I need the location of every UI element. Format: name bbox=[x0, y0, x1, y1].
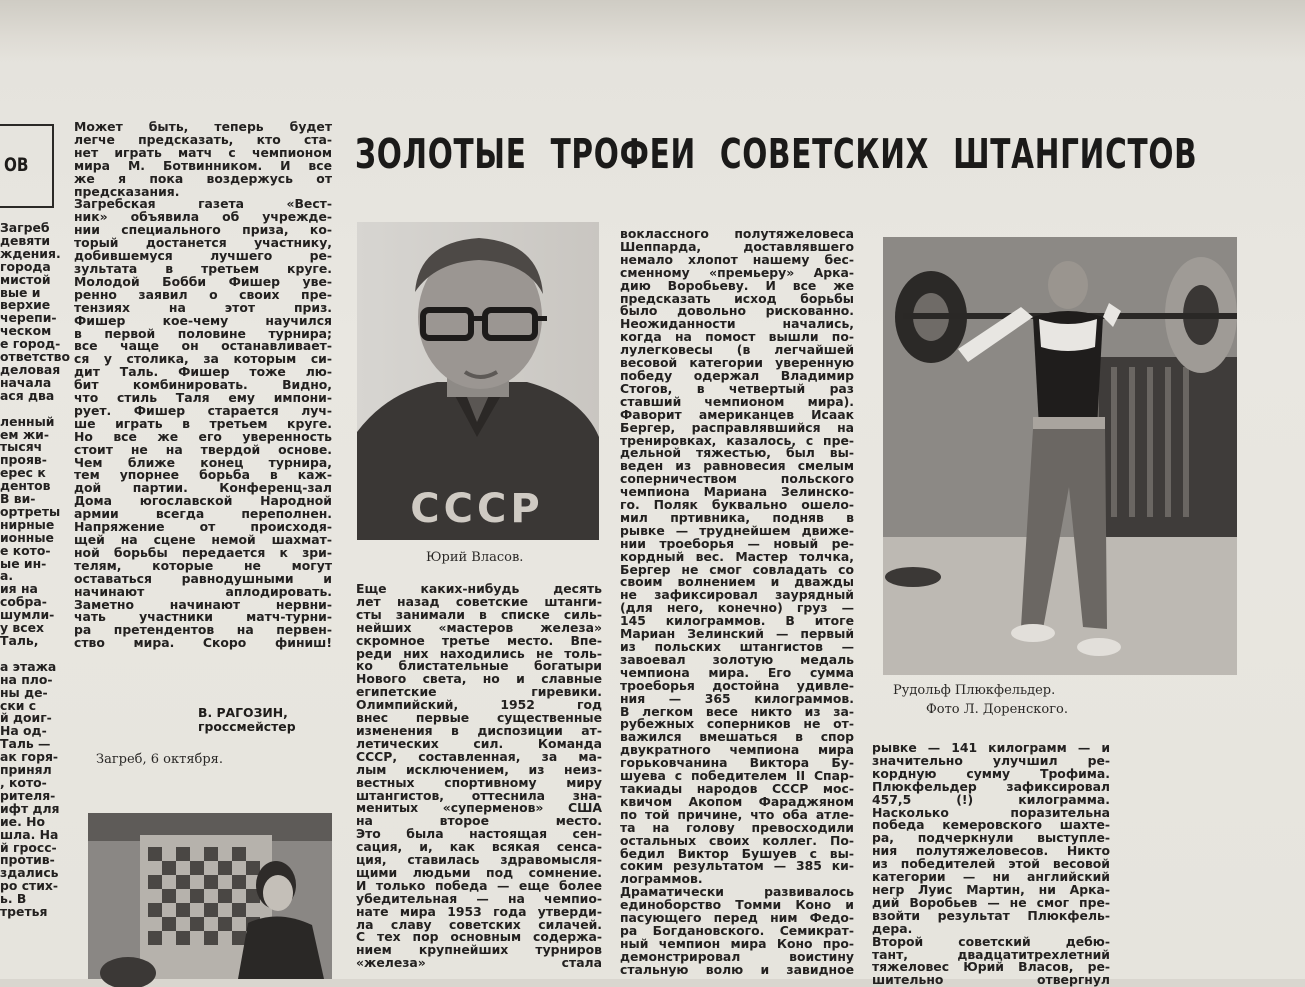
text-line: скромное третье место. Впе- bbox=[356, 632, 602, 648]
text-line: собра- bbox=[0, 594, 47, 610]
text-line: 457,5 (!) килограмма. bbox=[872, 791, 1110, 807]
headline: ЗОЛОТЫЕ ТРОФЕИ СОВЕТСКИХ ШТАНГИСТОВ bbox=[355, 130, 1198, 178]
text-line: торый достанется участнику, bbox=[74, 235, 332, 251]
text-line: Может быть, теперь будет bbox=[74, 119, 332, 134]
text-line: кордный вес. Мастер толчка, bbox=[620, 548, 854, 564]
text-line: что стиль Таля ему импони- bbox=[74, 390, 332, 406]
text-line: а этажа bbox=[0, 658, 57, 674]
text-line: сация, и, как всякая сенса- bbox=[356, 839, 602, 855]
text-line: взойти результат Плюкфель- bbox=[872, 907, 1110, 923]
heading-box-text: ОВ bbox=[4, 154, 29, 176]
text-line: демонстрировал воистину bbox=[620, 948, 854, 964]
text-line: ной борьбы передается к зри- bbox=[74, 544, 332, 560]
text-line: прояв- bbox=[0, 452, 47, 468]
text-line: тысяч bbox=[0, 439, 43, 455]
text-line: дера. bbox=[872, 920, 913, 936]
text-line: по той причине, что оба атле- bbox=[620, 806, 854, 822]
text-line: немало хлопот нашему бес- bbox=[620, 251, 854, 267]
text-line: все чаще он останавливает- bbox=[74, 338, 332, 354]
text-line: Фаворит американцев Исаак bbox=[620, 406, 854, 422]
text-line: дой партии. Конференц-зал bbox=[74, 480, 332, 496]
page-shadow bbox=[0, 0, 1305, 62]
text-line: добившемуся лучшего ре- bbox=[74, 248, 332, 264]
text-line: дентов bbox=[0, 478, 51, 494]
vlasov-caption: Юрий Власов. bbox=[426, 550, 524, 565]
text-line: мил пртивника, подняв в bbox=[620, 509, 854, 525]
text-line: дельной тяжестью, был вы- bbox=[620, 445, 854, 461]
text-line: не зафиксировал заурядный bbox=[620, 587, 854, 603]
text-line: ник» объявила об учрежде- bbox=[74, 209, 332, 225]
text-line: щими людьми под сомнение. bbox=[356, 864, 602, 880]
text-line: ция, ставилась здравомысля- bbox=[356, 852, 602, 868]
vlasov-portrait-image bbox=[357, 222, 599, 540]
text-line: , кото- bbox=[0, 774, 47, 790]
text-line: пасующего перед ним Федо- bbox=[620, 910, 854, 926]
text-line: соперничеством польского bbox=[620, 471, 854, 487]
text-line: третья bbox=[0, 904, 48, 920]
text-line: щей на сцене немой шахмат- bbox=[74, 532, 332, 547]
text-line: бит комбинировать. Видно, bbox=[74, 377, 332, 393]
left-edge-column bbox=[0, 220, 70, 979]
text-line: города bbox=[0, 258, 51, 274]
text-line: Загреб bbox=[0, 220, 50, 235]
text-line: го. Поляк буквально ошело- bbox=[620, 497, 854, 513]
text-line: ждения. bbox=[0, 245, 61, 261]
text-line: лулегковесы (в легчайшей bbox=[620, 342, 854, 358]
text-line: зультата в третьем круге. bbox=[74, 260, 332, 276]
text-line: ра Богдановского. Семикрат- bbox=[620, 922, 854, 938]
text-line: своим волнением и дважды bbox=[620, 574, 854, 590]
text-line: тем упорнее борьба в каж- bbox=[74, 467, 332, 483]
text-line: категории — ни английский bbox=[872, 869, 1110, 885]
text-line: чать участники матч-турни- bbox=[74, 609, 332, 625]
text-line: ренно заявил о своих пре- bbox=[74, 286, 332, 302]
text-line: Бергер не смог совладать со bbox=[620, 561, 854, 577]
text-line: рывке — труднейшем движе- bbox=[620, 522, 854, 538]
text-line: армии всегда переполнен. bbox=[74, 506, 332, 522]
text-line: рубежных соперников не от- bbox=[620, 716, 854, 732]
text-line: Плюкфельдер зафиксировал bbox=[872, 778, 1110, 794]
lifter-photo bbox=[883, 237, 1237, 675]
text-line: воклассного полутяжеловеса bbox=[620, 226, 854, 241]
jersey-text: СССР bbox=[410, 486, 544, 532]
text-line: Второй советский дебю- bbox=[872, 933, 1110, 949]
text-line: штангистов, оттеснила зна- bbox=[356, 787, 602, 803]
heading-box bbox=[0, 124, 54, 208]
text-line: убедительная — на чемпио- bbox=[356, 890, 602, 906]
text-line: квичом Акопом Фараджяном bbox=[620, 793, 854, 809]
text-line: ответство bbox=[0, 349, 70, 365]
text-line: было довольно рискованно. bbox=[620, 303, 854, 319]
text-line: та на голову превосходили bbox=[620, 819, 854, 835]
text-line: «железа» стала bbox=[356, 955, 602, 971]
text-line: Еще каких-нибудь десять bbox=[356, 581, 602, 596]
text-line: же я пока воздержусь от bbox=[74, 170, 332, 186]
text-line: Загребская газета «Вест- bbox=[74, 196, 332, 212]
lifter-caption-name: Рудольф Плюкфельдер. bbox=[893, 683, 1056, 698]
article-column-1 bbox=[356, 583, 602, 979]
chess-photo-image bbox=[88, 813, 332, 979]
text-line: двукратного чемпиона мира bbox=[620, 742, 854, 758]
text-line: в первой половине турнира; bbox=[74, 325, 332, 341]
text-line: шительно отвергнул bbox=[872, 972, 1110, 987]
text-line: соким результатом — 385 ки- bbox=[620, 858, 854, 874]
text-line: реди них находились не толь- bbox=[356, 645, 602, 661]
text-line: ра, подчеркнули выступле- bbox=[872, 830, 1110, 846]
text-line: египетские гиревики. bbox=[356, 684, 602, 700]
text-line: Олимпийский, 1952 год bbox=[356, 697, 602, 713]
text-line: оставаться равнодушными и bbox=[74, 570, 332, 586]
text-line: Дома югославской Народной bbox=[74, 493, 332, 509]
text-line: победа кемеровского шахте- bbox=[872, 817, 1110, 833]
text-line: остальных своих коллег. По- bbox=[620, 832, 854, 848]
text-line: рителя- bbox=[0, 787, 56, 803]
text-line: горьковчанина Виктора Бу- bbox=[620, 755, 854, 771]
text-line: из победителей этой весовой bbox=[872, 856, 1110, 872]
text-line: сменному «премьеру» Арка- bbox=[620, 264, 854, 280]
text-line: ортреты bbox=[0, 503, 61, 519]
article-column-2 bbox=[620, 228, 854, 979]
text-line: у всех bbox=[0, 620, 44, 636]
article-column-3 bbox=[872, 740, 1110, 987]
photo-credit: Фото Л. Доренского. bbox=[926, 702, 1068, 717]
text-line: против- bbox=[0, 852, 55, 868]
text-line: телям, которые не могут bbox=[74, 557, 332, 573]
text-line: изменения в диспозиции ат- bbox=[356, 722, 602, 738]
text-line: чемпиона мира. Его сумма bbox=[620, 664, 854, 680]
text-line: стальную волю и завидное bbox=[620, 961, 854, 977]
text-line: негр Луис Мартин, ни Арка- bbox=[872, 881, 1110, 897]
text-line: ся у столика, за которым си- bbox=[74, 351, 332, 367]
text-line: начала bbox=[0, 374, 52, 390]
text-line: ческом bbox=[0, 323, 52, 339]
text-line: нии специального приза, ко- bbox=[74, 222, 332, 238]
text-line: В ви- bbox=[0, 491, 36, 507]
text-line: шла. На bbox=[0, 826, 59, 842]
text-line: (для него, конечно) груз — bbox=[620, 600, 854, 616]
text-line: троеборья достойна удивле- bbox=[620, 677, 854, 693]
text-line: Драматически развивалось bbox=[620, 884, 854, 900]
text-line: Мариан Зелинский — первый bbox=[620, 626, 854, 642]
text-line: Бергер, расправлявшийся на bbox=[620, 419, 854, 435]
text-line: С тех пор основным содержа- bbox=[356, 929, 602, 945]
text-line: Чем ближе конец турнира, bbox=[74, 454, 332, 470]
text-line: сты занимали в списке силь- bbox=[356, 606, 602, 622]
text-line: чемпиона Мариана Зелинско- bbox=[620, 484, 854, 500]
signature-name: В. РАГОЗИН, bbox=[198, 705, 288, 720]
text-line: веден из равновесия смелым bbox=[620, 458, 854, 474]
text-line: вестных спортивному миру bbox=[356, 774, 602, 790]
text-line: Заметно начинают нервни- bbox=[74, 596, 332, 612]
text-line: Таль, bbox=[0, 633, 39, 648]
signature-title: гроссмейстер bbox=[198, 719, 296, 734]
text-line: нате мира 1953 года утверди- bbox=[356, 903, 602, 919]
text-line: ставший чемпионом мира). bbox=[620, 393, 854, 409]
text-line: й гросс- bbox=[0, 839, 57, 855]
text-line: Это была настоящая сен- bbox=[356, 826, 602, 842]
text-line: е город- bbox=[0, 336, 61, 352]
text-line: ны де- bbox=[0, 684, 48, 700]
text-line: рует. Фишер старается луч- bbox=[74, 402, 332, 418]
text-line: тренировках, казалось, с пре- bbox=[620, 432, 854, 448]
text-line: тант, двадцатитрехлетний bbox=[872, 946, 1110, 962]
text-line: верхие bbox=[0, 297, 51, 313]
text-line: победу одержал Владимир bbox=[620, 367, 854, 383]
text-line: ые ин- bbox=[0, 555, 47, 571]
text-line: дит Таль. Фишер тоже лю- bbox=[74, 364, 332, 380]
text-line: летических сил. Команда bbox=[356, 735, 602, 751]
text-line: е кото- bbox=[0, 542, 51, 558]
text-line: рывке — 141 килограмм — и bbox=[872, 740, 1110, 755]
text-line: нием крупнейших турниров bbox=[356, 942, 602, 958]
chess-report-column bbox=[74, 121, 332, 701]
text-line: черепи- bbox=[0, 310, 57, 326]
text-line: Таль — bbox=[0, 736, 51, 752]
vlasov-photo bbox=[357, 222, 599, 540]
text-line: ния — 365 килограммов. bbox=[620, 690, 854, 706]
text-line: тензиях на этот приз. bbox=[74, 299, 332, 315]
text-line: важился вмешаться в спор bbox=[620, 729, 854, 745]
text-line: нет играть матч с чемпионом bbox=[74, 144, 332, 160]
dateline: Загреб, 6 октября. bbox=[96, 752, 223, 767]
text-line: шуева с победителем II Спар- bbox=[620, 768, 854, 784]
text-line: мистой bbox=[0, 271, 51, 287]
text-line: стоит не на твердой основе. bbox=[74, 441, 332, 457]
text-line: Неожиданности начались, bbox=[620, 316, 854, 332]
text-line: ный чемпион мира Коно про- bbox=[620, 935, 854, 951]
text-line: когда на помост вышли по- bbox=[620, 329, 854, 345]
text-line: й доиг- bbox=[0, 710, 52, 726]
text-line: нии троеборья — новый ре- bbox=[620, 535, 854, 551]
text-line: ния полутяжеловесов. Никто bbox=[872, 843, 1110, 859]
text-line: принял bbox=[0, 762, 52, 778]
text-line: Стогов, в четвертый раз bbox=[620, 380, 854, 396]
text-line: ася два bbox=[0, 387, 55, 403]
text-line: ия на bbox=[0, 581, 38, 597]
text-line: завоевал золотую медаль bbox=[620, 651, 854, 667]
text-line: ифт для bbox=[0, 800, 60, 816]
text-line: лограммов. bbox=[620, 871, 703, 887]
text-line: бедил Виктор Бушуев с вы- bbox=[620, 845, 854, 861]
text-line: вые и bbox=[0, 284, 41, 300]
text-line: из польских штангистов — bbox=[620, 639, 854, 654]
text-line: Нового света, но и славные bbox=[356, 671, 602, 687]
text-line: начинают аплодировать. bbox=[74, 583, 332, 599]
text-line: весовой категории уверенную bbox=[620, 355, 854, 371]
text-line: ра претендентов на первен- bbox=[74, 622, 332, 638]
text-line: И только победа — еще более bbox=[356, 877, 602, 893]
text-line: шумли- bbox=[0, 607, 55, 623]
chess-photo bbox=[88, 813, 332, 979]
text-line: менитых «суперменов» США bbox=[356, 800, 602, 816]
text-line: лет назад советские штанги- bbox=[356, 593, 602, 609]
text-line: такиады народов СССР мос- bbox=[620, 780, 854, 796]
text-line: на пло- bbox=[0, 671, 53, 687]
text-line: предсказать исход борьбы bbox=[620, 290, 854, 306]
text-line: нирные bbox=[0, 516, 55, 532]
text-line: ем жи- bbox=[0, 426, 49, 442]
text-line: здались bbox=[0, 865, 59, 881]
text-line: на второе место. bbox=[356, 813, 602, 829]
text-line: Молодой Бобби Фишер уве- bbox=[74, 273, 332, 289]
text-line: дий Воробьев — не смог пре- bbox=[872, 894, 1110, 910]
text-line: 145 килограммов. В итоге bbox=[620, 613, 854, 629]
text-line: В легком весе никто из за- bbox=[620, 703, 854, 719]
lifter-photo-image bbox=[883, 237, 1237, 675]
text-line: ко блистательные богатыри bbox=[356, 658, 602, 674]
text-line: Фишер кое-чему научился bbox=[74, 312, 332, 328]
text-line: ак горя- bbox=[0, 749, 59, 765]
text-line: кордную сумму Трофима. bbox=[872, 765, 1110, 781]
text-line: СССР, составленная, за ма- bbox=[356, 748, 602, 764]
text-line: ленный bbox=[0, 413, 55, 429]
text-line: тяжеловес Юрий Власов, ре- bbox=[872, 959, 1110, 975]
text-line: ски с bbox=[0, 697, 37, 713]
text-line: Напряжение от происходя- bbox=[74, 519, 332, 535]
text-line: На од- bbox=[0, 723, 47, 739]
text-line: деловая bbox=[0, 361, 61, 377]
text-line: Насколько поразительна bbox=[872, 804, 1110, 820]
text-line: девяти bbox=[0, 232, 51, 248]
text-line: внес первые существенные bbox=[356, 710, 602, 726]
text-line: ионные bbox=[0, 529, 54, 545]
text-line: а. bbox=[0, 568, 14, 584]
text-line: ро стих- bbox=[0, 878, 59, 894]
text-line: ла славу советских силачей. bbox=[356, 916, 602, 932]
text-line: нейших «мастеров железа» bbox=[356, 619, 602, 635]
text-line: Но все же его уверенность bbox=[74, 428, 332, 444]
text-line: мира М. Ботвинником. И все bbox=[74, 157, 332, 173]
text-line: лым исключением, из неиз- bbox=[356, 761, 602, 777]
text-line: предсказания. bbox=[74, 183, 180, 199]
text-line: легче предсказать, кто ста- bbox=[74, 131, 332, 147]
text-line: единоборство Томми Коно и bbox=[620, 897, 854, 913]
text-line: ие. Но bbox=[0, 813, 45, 829]
text-line: ше играть в третьем круге. bbox=[74, 415, 332, 431]
text-line: ство мира. Скоро финиш! bbox=[74, 635, 332, 651]
text-line: ерес к bbox=[0, 465, 46, 481]
text-line: дию Воробьеву. И все же bbox=[620, 277, 854, 293]
text-line: Шеппарда, доставлявшего bbox=[620, 238, 854, 254]
text-line: ь. В bbox=[0, 891, 27, 907]
text-line: значительно улучшил ре- bbox=[872, 752, 1110, 768]
